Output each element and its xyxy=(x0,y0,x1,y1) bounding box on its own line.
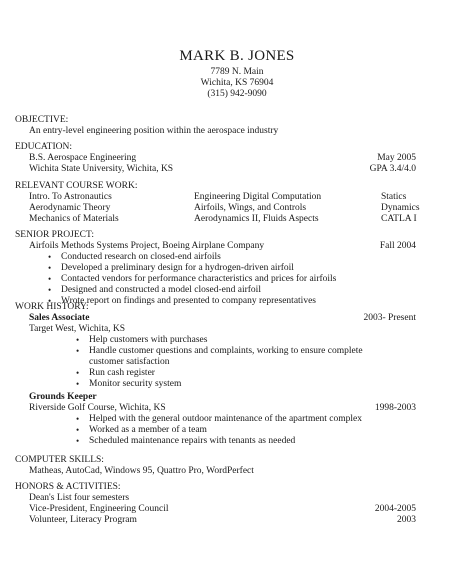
senior-project-title: Airfoils Methods Systems Project, Boeing Airplane Company xyxy=(29,241,265,251)
senior-project-date: Fall 2004 xyxy=(379,241,416,251)
job-title: Sales Associate xyxy=(29,313,90,323)
course-item: Dynamics xyxy=(381,203,420,213)
list-item: • Monitor security system xyxy=(89,379,181,390)
honors-heading: HONORS & ACTIVITIES: xyxy=(15,482,121,492)
education-date: May 2005 xyxy=(377,153,416,163)
coursework-heading: RELEVANT COURSE WORK: xyxy=(15,181,138,191)
education-gpa: GPA 3.4/4.0 xyxy=(369,164,416,174)
course-item: Airfoils, Wings, and Controls xyxy=(194,203,307,213)
list-item: • Designed and constructed a model closed-end airfoil xyxy=(61,285,261,296)
list-item: • Contacted vendors for performance characteristics and prices for airfoils xyxy=(61,274,336,285)
course-item: Aerodynamics II, Fluids Aspects xyxy=(194,214,319,224)
job-dates: 1998-2003 xyxy=(374,403,416,413)
course-item: Intro. To Astronautics xyxy=(29,192,112,202)
list-item: • Handle customer questions and complaints, working to ensure complete customer satisfaction xyxy=(89,346,379,368)
objective-heading: OBJECTIVE: xyxy=(15,115,69,125)
list-item: • Conducted research on closed-end airfoils xyxy=(61,252,221,263)
honor-item: Vice-President, Engineering Council xyxy=(29,504,169,514)
honor-item: Volunteer, Literacy Program xyxy=(29,515,137,525)
list-item: • Run cash register xyxy=(89,368,155,379)
job-title: Grounds Keeper xyxy=(29,392,97,402)
address-line-2: Wichita, KS 76904 xyxy=(200,78,274,88)
job-company: Riverside Golf Course, Wichita, KS xyxy=(29,403,166,413)
course-item: Statics xyxy=(381,192,407,202)
phone-number: (315) 942-9090 xyxy=(207,89,267,99)
list-item: • Scheduled maintenance repairs with tenants as needed xyxy=(89,436,295,447)
course-item: Engineering Digital Computation xyxy=(194,192,322,202)
honor-date: 2003 xyxy=(397,515,416,525)
course-item: Aerodynamic Theory xyxy=(29,203,111,213)
course-item: CATLA I xyxy=(381,214,417,224)
skills-text: Matheas, AutoCad, Windows 95, Quattro Pro, WordPerfect xyxy=(29,466,254,476)
list-item: • Wrote report on findings and presented to company representatives xyxy=(61,296,316,307)
work-history-heading: WORK HISTORY: xyxy=(15,302,89,312)
honor-item: Dean's List four semesters xyxy=(29,493,130,503)
education-heading: EDUCATION: xyxy=(15,142,72,152)
list-item: • Developed a preliminary design for a hydrogen-driven airfoil xyxy=(61,263,294,274)
list-item: • Help customers with purchases xyxy=(89,335,207,346)
list-item: • Helped with the general outdoor maintenance of the apartment complex xyxy=(89,414,362,425)
list-item: • Worked as a member of a team xyxy=(89,425,207,436)
course-item: Mechanics of Materials xyxy=(29,214,119,224)
education-degree: B.S. Aerospace Engineering xyxy=(29,153,137,163)
candidate-name: MARK B. JONES xyxy=(179,48,295,64)
education-school: Wichita State University, Wichita, KS xyxy=(29,164,174,174)
objective-text: An entry-level engineering position within the aerospace industry xyxy=(29,126,279,136)
job-company: Target West, Wichita, KS xyxy=(29,324,126,334)
job-dates: 2003- Present xyxy=(363,313,416,323)
address-line-1: 7789 N. Main xyxy=(210,67,264,77)
senior-project-heading: SENIOR PROJECT: xyxy=(15,230,94,240)
honor-date: 2004-2005 xyxy=(374,504,416,514)
skills-heading: COMPUTER SKILLS: xyxy=(15,455,104,465)
